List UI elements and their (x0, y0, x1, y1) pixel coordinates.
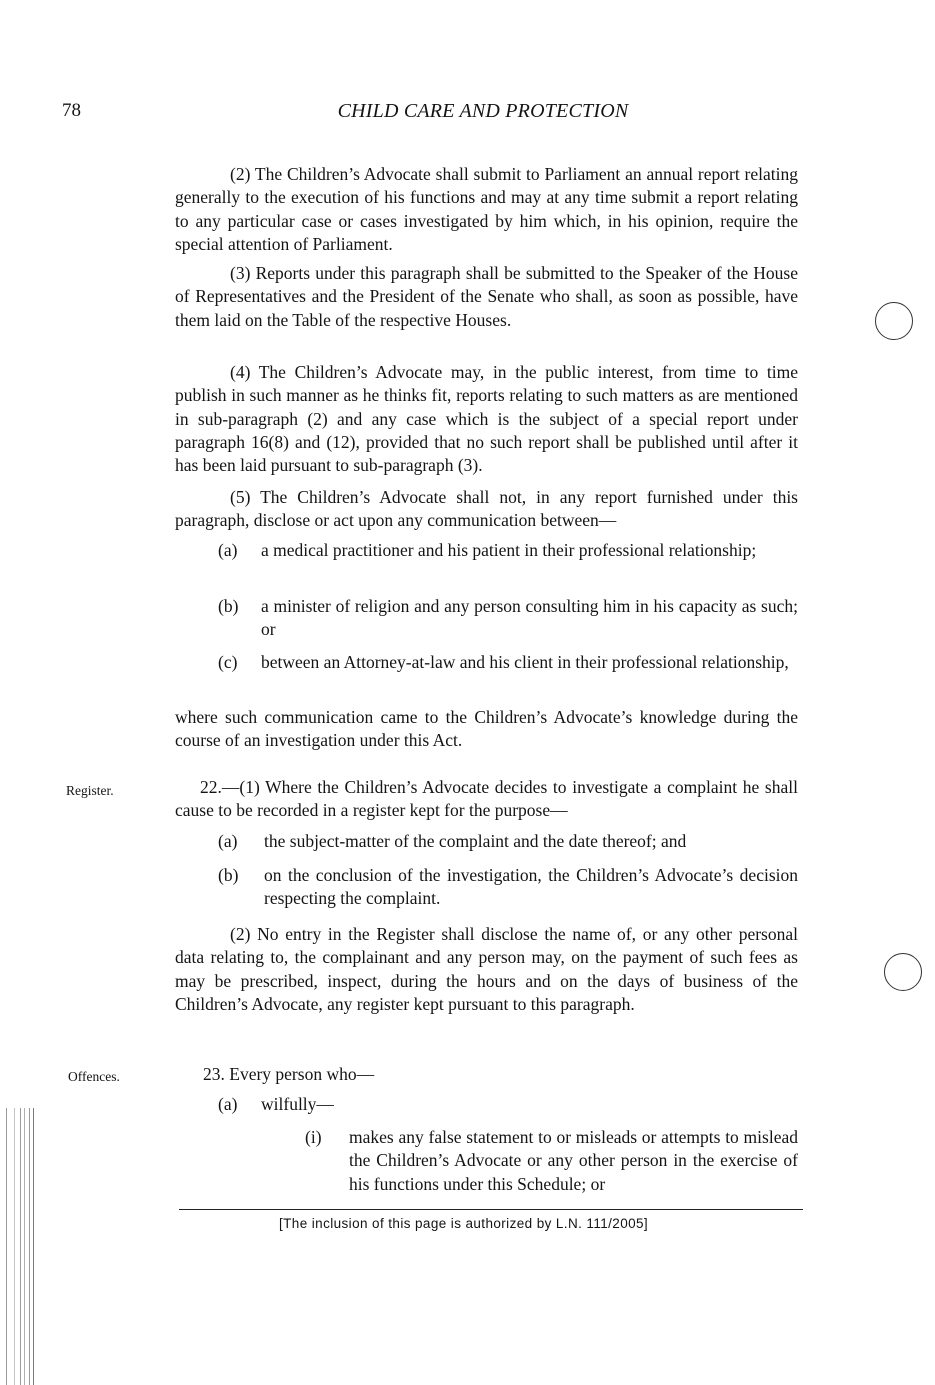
item-label: (a) (218, 831, 238, 851)
paragraph-5-text: (5) The Children’s Advocate shall not, in any report furnished under this paragraph, disclose or act upon any communication between— (175, 487, 798, 531)
item-label: (a) (218, 1094, 238, 1114)
section-22-paragraph-2-text: (2) No entry in the Register shall disclose the name of, or any other personal data relating to, the complainant and any person may, on the payment of such fees as may be prescribed, inspect, during the hours and on the days of business of the Children’s Advocate, any register kept pursuant to this paragraph. (175, 924, 798, 1014)
paragraph-2 (175, 163, 798, 256)
margin-note-register: Register. (66, 783, 114, 798)
item-text: a minister of religion and any person consulting him in his capacity as such; or (261, 596, 798, 640)
list-item (175, 651, 798, 674)
item-label: (b) (218, 596, 239, 616)
binding-edge (0, 1108, 40, 1385)
paragraph-4-text: (4) The Children’s Advocate may, in the public interest, from time to time publish in such manner as he thinks fit, reports relating to such matters as are mentioned in sub-paragraph (2) and any case which is the subject of a special report under paragraph 16(8) and (12), provided that no such report shall be published until after it has been laid pursuant to sub-paragraph (3). (175, 362, 798, 476)
margin-note-offences: Offences. (68, 1069, 120, 1084)
running-title: CHILD CARE AND PROTECTION (337, 100, 629, 122)
list-item (175, 830, 798, 853)
paragraph-4 (175, 361, 798, 477)
paragraph-2-text: (2) The Children’s Advocate shall submit to Parliament an annual report relating generally to the execution of his functions and may at any time submit a report relating to any particular case or cases investigated by him which, in his opinion, require the special attention of Parliament. (175, 164, 798, 254)
page-number: 78 (62, 100, 81, 121)
item-label: (a) (218, 540, 238, 560)
list-item (175, 864, 798, 911)
footer-authorization: [The inclusion of this page is authorized by L.N. 111/2005] (279, 1216, 649, 1231)
item-text: wilfully— (261, 1094, 334, 1114)
punch-hole-icon (875, 302, 913, 340)
section-23-intro (175, 1063, 798, 1086)
item-label: (c) (218, 652, 238, 672)
item-text: makes any false statement to or misleads or attempts to mislead the Children’s Advocate or any other person in the exercise of his functions under this Schedule; or (349, 1127, 798, 1194)
section-22-intro (175, 776, 798, 823)
paragraph-3 (175, 262, 798, 332)
paragraph-5 (175, 486, 798, 533)
item-label: (b) (218, 865, 239, 885)
section-22-intro-text: 22.—(1) Where the Children’s Advocate decides to investigate a complaint he shall cause to be recorded in a register kept for the purpose— (175, 777, 798, 821)
item-text: a medical practitioner and his patient in their professional relationship; (261, 540, 757, 560)
section-22-paragraph-2 (175, 923, 798, 1016)
item-text: between an Attorney-at-law and his client in their professional relationship, (261, 652, 789, 672)
item-label: (i) (305, 1127, 322, 1147)
paragraph-5-tail (175, 706, 798, 753)
list-item (175, 1093, 798, 1116)
list-item (175, 539, 798, 562)
list-item (175, 595, 798, 642)
item-text: on the conclusion of the investigation, the Children’s Advocate’s decision respecting the complaint. (264, 865, 798, 909)
paragraph-3-text: (3) Reports under this paragraph shall be submitted to the Speaker of the House of Representatives and the President of the Senate who shall, as soon as possible, have them laid on the Table of the respective Houses. (175, 263, 798, 330)
paragraph-5-tail-text: where such communication came to the Children’s Advocate’s knowledge during the course of an investigation under this Act. (175, 707, 798, 751)
punch-hole-icon (884, 953, 922, 991)
footer-rule (179, 1209, 803, 1210)
list-item (175, 1126, 798, 1196)
section-23-intro-text: 23. Every person who— (203, 1064, 375, 1084)
item-text: the subject-matter of the complaint and the date thereof; and (264, 831, 687, 851)
